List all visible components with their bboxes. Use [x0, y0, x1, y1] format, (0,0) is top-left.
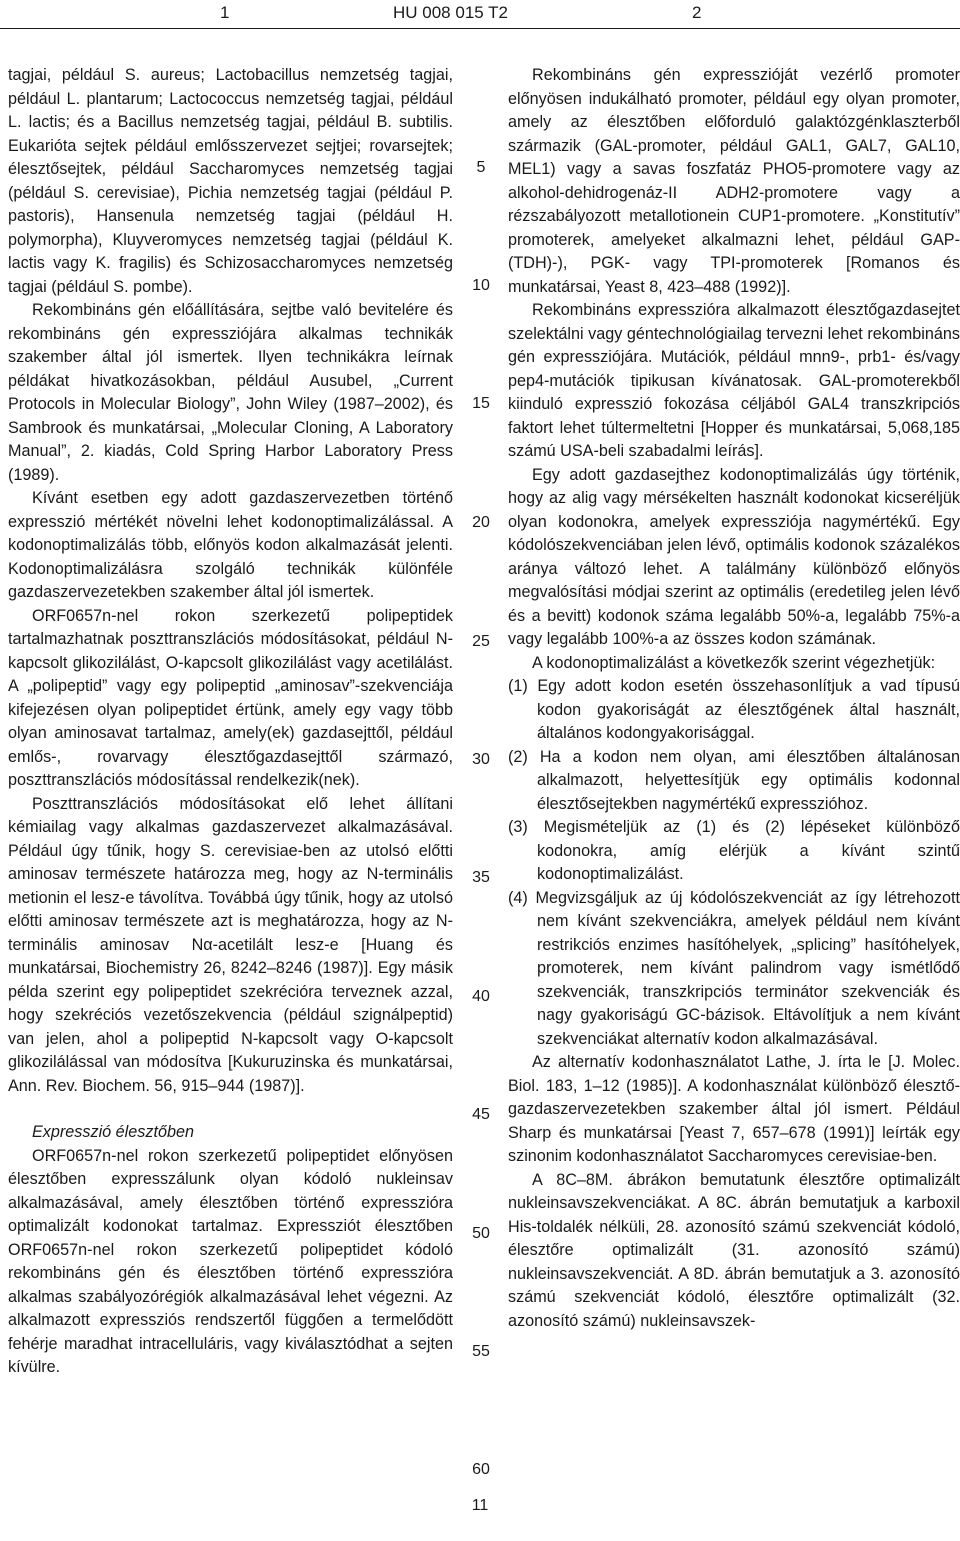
list-item: (4) Megvizsgáljuk az új kódolószekvenciát az így létrehozott nem kívánt szekvenciákra, amelyek például nem kívánt restrikciós enzimes hasítóhelyek, „splicing” hasítóhelyek, promoterek, nem kívánt palindrom vagy ismétlődő szekvenciák, transzkripciós terminátor szekvenciák és nagy gyakoriságú GC-bázisok. Eltávolítjuk a nem kívánt szekvenciákat alternatív kodon alkalmazásával.: [508, 888, 960, 1048]
line-number: 10: [472, 277, 490, 294]
right-paragraph-4: A kodonoptimalizálást a következők szerint végezhetjük:: [532, 653, 936, 672]
line-number: 25: [472, 633, 490, 650]
page-footer: [0, 1497, 960, 1515]
line-number: 40: [472, 988, 490, 1005]
left-column: [8, 64, 453, 1380]
line-number: 35: [472, 869, 490, 886]
right-column: [508, 64, 960, 1333]
left-paragraph-6: ORF0657n-nel rokon szerkezetű polipeptidet előnyösen élesztőben expresszálunk olyan kódoló nukleinsav alkalmazásával, amely élesztőben történő expresszióra optimalizált kodonokat tartalmaz. Expressziót élesztőben ORF0657n-nel rokon szerkezetű polipeptidet kódoló rekombináns gén és élesztőben történő expresszióra alkalmas szabályozórégiók alkalmazásával lehet végezni. Az alkalmazott expressziós rendszertől függően a termelődött fehérje maradhat intracelluláris, vagy kiválasztódhat a sejten kívülre.: [8, 1146, 453, 1376]
footer-page-number: 11: [471, 1497, 489, 1514]
left-paragraph-5: Poszttranszlációs módosításokat elő lehet állítani kémiailag vagy alkalmas gazdaszervezet alkalmazásával. Például úgy tűnik, hogy S. cerevisiae-ben az utolsó előtti aminosav természete határozza meg, hogy az N-terminális metionin el lesz-e távolítva. Továbbá úgy tűnik, hogy az utolsó előtti aminosav természete azt is meghatározza, hogy az N-terminális aminosav Nα-acetilált lesz-e [Huang és munkatársai, Biochemistry 26, 8242–8246 (1987)]. Egy másik példa szerint egy polipeptidet szekrécióra terveznek azzal, hogy szekréciós vezetőszekvencia (például szignálpeptid) van jelen, ahol a polipeptid N-kapcsolt vagy O-kapcsolt glikozilálással van módosítva [Kukuruzinska és munkatársai, Ann. Rev. Biochem. 56, 915–944 (1987)].: [8, 794, 453, 1095]
page-header: [0, 0, 960, 38]
line-number: 55: [472, 1343, 490, 1360]
left-paragraph-1: tagjai, például S. aureus; Lactobacillus nemzetség tagjai, például L. plantarum; Lactococcus nemzetség tagjai, például L. lactis; és a Bacillus nemzetség tagjai, például B. subtilis. Eukarióta sejtek például emlősszervezet sejtjei; rovarsejtek; élesztősejtek, például Saccharomyces nemzetség tagjai (például S. cerevisiae), Pichia nemzetség tagjai (például P. pastoris), Hansenula nemzetség tagjai (például H. polymorpha), Kluyveromyces nemzetség tagjai (például K. lactis vagy K. fragilis) és Schizosaccharomyces nemzetség tagjai (például S. pombe).: [8, 66, 453, 296]
line-number: 5: [476, 159, 486, 176]
line-number: 15: [472, 395, 490, 412]
right-paragraph-6: A 8C–8M. ábrákon bemutatunk élesztőre optimalizált nukleinsavszekvenciákat. A 8C. ábrán bemutatjuk a karboxil His-toldalék nélküli, 28. azonosító számú szekvenciát kódoló, élesztőre optimalizált (31. azonosító számú) nukleinsavszekvenciát. A 8D. ábrán bemutatjuk a 3. azonosító számú szekvenciát kódoló, élesztőre optimalizált (32. azonosító számú) nukleinsavszek-: [508, 1170, 960, 1330]
left-paragraph-2: Rekombináns gén előállítására, sejtbe való bevitelére és rekombináns gén expressziójára alkalmas technikák szakember által jól ismertek. Ilyen technikákra leírnak példákat hivatkozásokban, például Ausubel, „Current Protocols in Molecular Biology”, John Wiley (1987–2002), és Sambrook és munkatársai, „Molecular Cloning, A Laboratory Manual”, 2. kiadás, Cold Spring Harbor Laboratory Press (1989).: [8, 301, 453, 484]
header-rule: [0, 28, 960, 29]
section-heading: Expresszió élesztőben: [32, 1123, 194, 1141]
right-paragraph-1: Rekombináns gén expresszióját vezérlő promoter előnyösen indukálható promoter, például egy olyan promoter, amely az élesztőben előforduló galaktózgénklaszterből származik (GAL-promoter, például GAL1, GAL7, GAL10, MEL1) vagy a savas foszfatáz PHO5-promotere vagy az alkohol-dehidrogenáz-II ADH2-promotere vagy a rézszabályozott metallotionein CUP1-promotere. „Konstitutív” promoterek, amelyeket alkalmazni lehet, például GAP- (TDH)-), PGK- vagy TPI-promoterek [Romanos és munkatársai, Yeast 8, 423–488 (1992)].: [508, 66, 960, 296]
line-number: 50: [472, 1225, 490, 1242]
line-number: 20: [472, 514, 490, 531]
right-paragraph-3: Egy adott gazdasejthez kodonoptimalizálás úgy történik, hogy az alig vagy mérsékelten használt kodonokat kicseréljük olyan kodonokra, amelyek expressziója nagymértékű. Egy kódolószekvenciában jelen lévő, optimális kodonok százalékos aránya változó lehet. A találmány különböző előnyös megvalósítási módjai szerint az optimális (eredetileg jelen lévő és a bevitt) kodonok száma legalább 50%-a, legalább 75%-a vagy legalább 100%-a az összes kodon számának.: [508, 465, 960, 648]
line-number: 60: [472, 1461, 490, 1478]
header-left-page-number: 1: [220, 3, 230, 22]
header-right-page-number: 2: [692, 3, 702, 22]
line-number: 45: [472, 1106, 490, 1123]
left-paragraph-4: ORF0657n-nel rokon szerkezetű polipeptidek tartalmazhatnak poszttranszlációs módosításokat, például N-kapcsolt glikozilálást, O-kapcsolt glikozilálást vagy acetilálást. A „polipeptid” vagy egy polipeptid „aminosav”-szekvenciája kifejezésen olyan polipeptidet értünk, amely egy vagy több olyan aminosavat tartalmaz, amely(ek) gazdasejttől, például emlős-, rovarvagy élesztőgazdasejttől származó, poszttranszlációs módosítással rendelkezik(nek).: [8, 606, 453, 789]
list-item: (3) Megismételjük az (1) és (2) lépéseket különböző kodonokra, amíg elérjük a kívánt szintű kodonoptimalizálást.: [508, 818, 960, 883]
header-document-number: HU 008 015 T2: [393, 3, 508, 22]
left-paragraph-3: Kívánt esetben egy adott gazdaszervezetben történő expresszió mértékét növelni lehet kodonoptimalizálással. A kodonoptimalizálás több, előnyös kodon alkalmazását jelenti. Kodonoptimalizálásra szolgáló technikák különféle gazdaszervezetekben szakember által jól ismertek.: [8, 489, 453, 601]
right-paragraph-5: Az alternatív kodonhasználatot Lathe, J. írta le [J. Molec. Biol. 183, 1–12 (1985)]. A kodonhasználat különböző élesztő-gazdaszervezetekben szakember által jól ismert. Például Sharp és munkatársai [Yeast 7, 657–678 (1991)] leírták egy szinonim kodonhasználatot Saccharomyces cerevisiae-ben.: [508, 1053, 960, 1165]
list-item: (2) Ha a kodon nem olyan, ami élesztőben általánosan alkalmazott, helyettesítjük egy optimális kodonnal élesztősejtekben nagymértékű expresszióhoz.: [508, 747, 960, 813]
right-paragraph-2: Rekombináns expresszióra alkalmazott élesztőgazdasejtet szelektálni vagy géntechnológiailag tervezni lehet rekombináns gén expressziójára. Mutációk, például mnn9-, prb1- és/vagy pep4-mutációk tipikusan kívánatosak. GAL-promoterekből kiinduló expresszió fokozása céljából GAL4 transzkripciós faktort lehet túltermeltetni [Hopper és munkatársai, 5,068,185 számú USA-beli szabadalmi leírás].: [508, 301, 960, 460]
list-item: (1) Egy adott kodon esetén összehasonlítjuk a vad típusú kodon gyakoriságát az élesztőgének által használt, általános kodongyakorisággal.: [508, 677, 960, 742]
line-number: 30: [472, 751, 490, 768]
